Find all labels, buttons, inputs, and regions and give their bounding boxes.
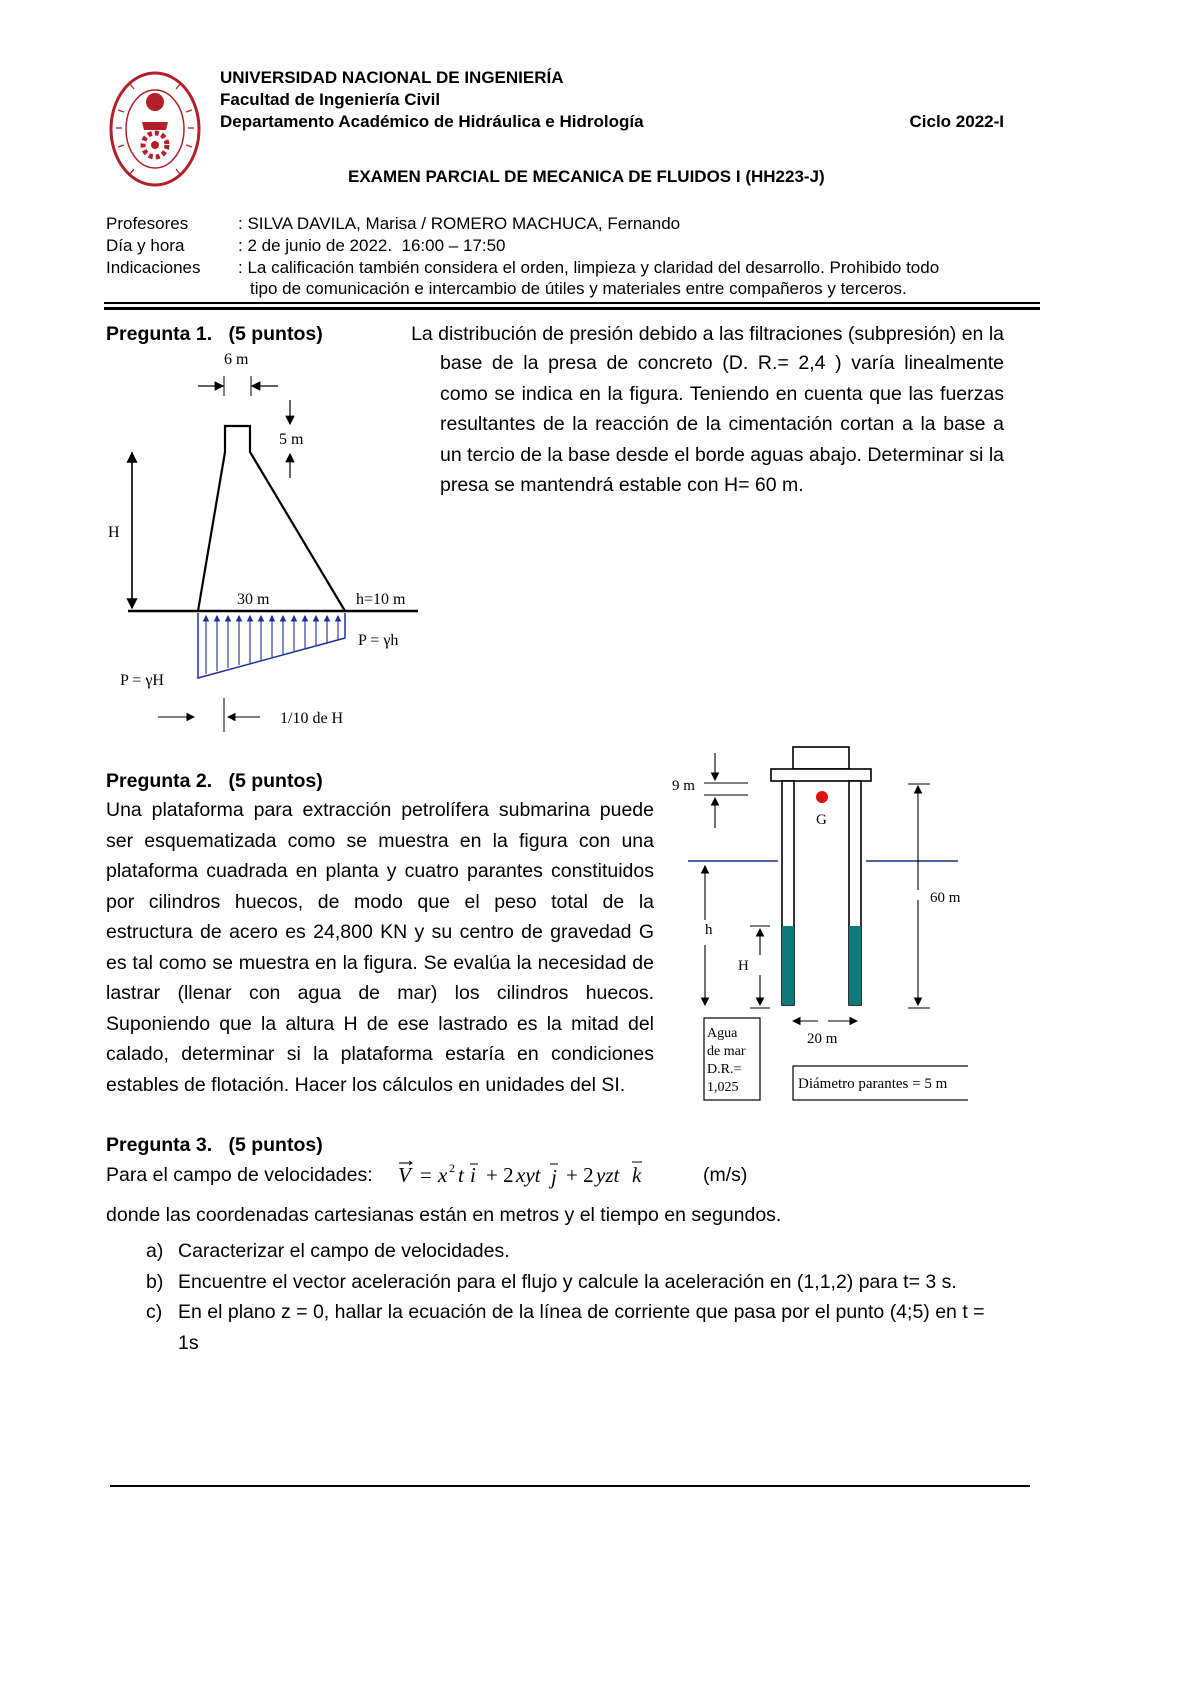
department-name: Departamento Académico de Hidráulica e Hidrología xyxy=(220,112,644,131)
pressure-left-label: P = γH xyxy=(120,672,164,689)
header-divider-thick xyxy=(104,307,1040,310)
offset-label: 1/10 de H xyxy=(280,710,344,727)
svg-text:k: k xyxy=(632,1163,642,1187)
instructions-label: Indicaciones xyxy=(106,258,201,277)
item-label: a) xyxy=(146,1240,164,1262)
instructions-line1: : La calificación también considera el orden, limpieza y claridad del desarrollo. Prohibido todo xyxy=(238,258,940,277)
dam-top-width-label: 6 m xyxy=(224,351,249,368)
diameter-label: Diámetro parantes = 5 m xyxy=(798,1076,948,1092)
dam-figure xyxy=(100,340,440,740)
dam-body xyxy=(198,426,345,611)
q3-note: donde las coordenadas cartesianas están en metros y el tiempo en segundos. xyxy=(106,1204,782,1226)
university-name: UNIVERSIDAD NACIONAL DE INGENIERÍA xyxy=(220,68,564,87)
q1-first-line: La distribución de presión debido a las filtraciones (subpresión) en la xyxy=(411,323,1004,345)
cg-label: G xyxy=(816,812,827,828)
cycle-label: Ciclo 2022-I xyxy=(909,112,1004,131)
professors-value: : SILVA DAVILA, Marisa / ROMERO MACHUCA, Fernando xyxy=(238,214,681,233)
q2-title: Pregunta 2. xyxy=(106,770,213,792)
dam-height-label: H xyxy=(108,524,120,541)
item-text: Encuentre el vector aceleración para el flujo y calcule la aceleración en (1,1,2) para t= 3 s. xyxy=(178,1270,957,1293)
water-label-3: D.R.= xyxy=(707,1062,742,1077)
q3-items xyxy=(106,1236,1006,1358)
datetime-label: Día y hora xyxy=(106,236,185,255)
item-label: b) xyxy=(146,1270,164,1293)
svg-text:yzt: yzt xyxy=(596,1163,620,1187)
dam-tailwater-label: h=10 m xyxy=(356,591,406,608)
svg-text:t: t xyxy=(458,1163,464,1187)
item-text: En el plano z = 0, hallar la ecuación de la línea de corriente que pasa por el punto (4;5) en t = 1s xyxy=(178,1301,985,1354)
svg-text:=: = xyxy=(420,1163,432,1187)
water-label-2: de mar xyxy=(707,1044,746,1059)
dam-crest-height-label: 5 m xyxy=(279,431,304,448)
q3-units: (m/s) xyxy=(703,1164,748,1186)
platform-deck xyxy=(771,769,871,781)
svg-text:j: j xyxy=(551,1165,557,1189)
svg-text:xyt: xyt xyxy=(516,1163,541,1187)
exam-title: EXAMEN PARCIAL DE MECANICA DE FLUIDOS I (HH223-J) xyxy=(348,167,825,186)
center-of-gravity-dot xyxy=(816,791,828,803)
water-label-1: Agua xyxy=(707,1026,738,1041)
q3-points: (5 puntos) xyxy=(228,1134,323,1156)
q3-heading xyxy=(106,1130,323,1161)
velocity-field-equation xyxy=(396,1156,658,1192)
q3-intro: Para el campo de velocidades: xyxy=(106,1164,373,1186)
q2-body: Una plataforma para extracción petrolífera submarina puede ser esquematizada como se muestra en la figura con una plataforma cuadrada en planta y cuatro parantes constituidos por cilindros huecos, de modo que el peso total de la estructura de acero es 24,800 KN y su centro de gravedad G es tal como se muestra en la figura. Se evalúa la necesidad de lastrar (llenar con agua de mar) los cilindros huecos. Suponiendo que la altura H de ese lastrado es la mitad del calado, determinar si la plataforma estaría en condiciones estables de flotación. Hacer los cálculos en unidades del SI. xyxy=(106,799,654,1096)
spacing-label: 20 m xyxy=(807,1031,838,1047)
svg-text:i: i xyxy=(470,1163,476,1187)
total-height-label: 60 m xyxy=(930,890,961,906)
q2-heading xyxy=(106,766,323,797)
list-item xyxy=(106,1297,1006,1358)
water-label-4: 1,025 xyxy=(707,1080,739,1095)
svg-text:x: x xyxy=(438,1163,448,1187)
platform-deck-top xyxy=(793,747,849,769)
university-seal-logo xyxy=(108,70,202,188)
svg-text:2: 2 xyxy=(449,1161,455,1175)
instructions-line2: tipo de comunicación e intercambio de útiles y materiales entre compañeros y terceros. xyxy=(250,279,907,298)
ballast-label: H xyxy=(738,958,749,974)
q3-title: Pregunta 3. xyxy=(106,1134,213,1156)
header-divider xyxy=(104,302,1040,304)
draft-label: h xyxy=(705,922,713,938)
list-item xyxy=(106,1236,1006,1267)
q1-body: base de la presa de concreto (D. R.= 2,4 ) varía linealmente como se indica en la figura. Teniendo en cuenta que las fuerzas resultantes de la reacción de la cimentación cortan a la base a un tercio de la base desde el borde aguas abajo. Determinar si la presa se mantendrá estable con H= 60 m. xyxy=(440,352,1004,496)
ballast-left xyxy=(782,926,794,1005)
dam-base-label: 30 m xyxy=(237,591,270,608)
platform-figure xyxy=(668,740,968,1110)
list-item xyxy=(106,1267,1006,1298)
faculty-name: Facultad de Ingeniería Civil xyxy=(220,90,441,109)
item-text: Caracterizar el campo de velocidades. xyxy=(178,1240,510,1262)
svg-text:+ 2: + 2 xyxy=(486,1163,514,1187)
svg-text:+ 2: + 2 xyxy=(566,1163,594,1187)
svg-text:V: V xyxy=(398,1163,411,1187)
footer-divider xyxy=(110,1485,1030,1487)
ballast-right xyxy=(849,926,861,1005)
q2-points: (5 puntos) xyxy=(228,770,323,792)
pressure-right-label: P = γh xyxy=(358,632,399,649)
freeboard-label: 9 m xyxy=(672,778,695,794)
datetime-value: : 2 de junio de 2022. 16:00 – 17:50 xyxy=(238,236,506,255)
q1-points: (5 puntos) xyxy=(228,323,323,345)
item-label: c) xyxy=(146,1301,163,1323)
q1-title: Pregunta 1. xyxy=(106,323,213,345)
professors-label: Profesores xyxy=(106,214,189,233)
